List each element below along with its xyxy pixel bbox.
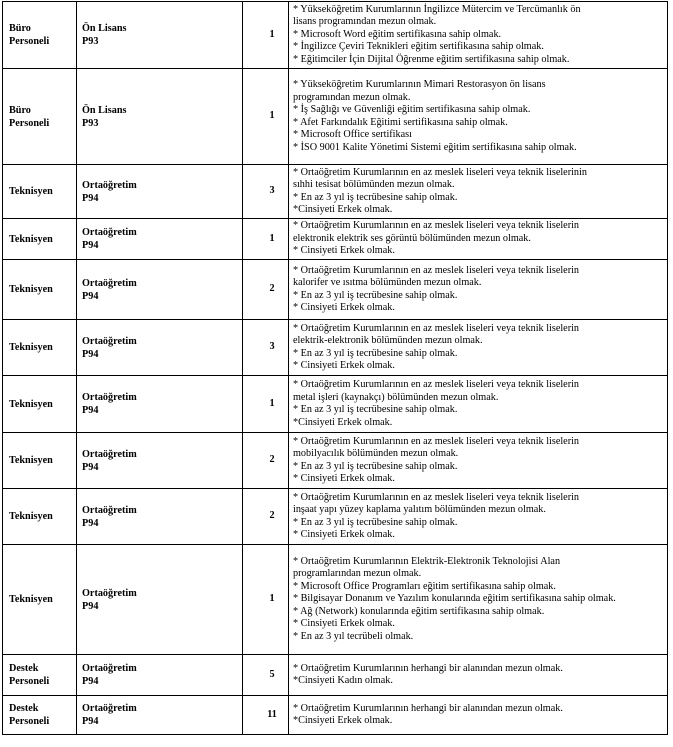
requirements-cell-line: * Cinsiyeti Erkek olmak.	[293, 302, 395, 313]
position-cell-line: Büro	[9, 23, 31, 34]
requirements-cell	[289, 655, 668, 696]
position-cell-line: Teknisyen	[9, 233, 53, 245]
position-cell-line: Personeli	[9, 117, 50, 129]
count-cell: 11	[243, 696, 289, 735]
education-cell-line: Ortaöğretim	[82, 448, 137, 460]
requirements-cell-line: * Cinsiyeti Erkek olmak.	[293, 360, 395, 371]
education-cell-line: P94	[82, 290, 99, 302]
requirements-cell-line: * Yükseköğretim Kurumlarının İngilizce Mütercim ve Tercümanlık ön	[293, 3, 581, 15]
education-cell-line: P94	[82, 348, 99, 360]
requirements-cell-line: * Bilgisayar Donanım ve Yazılım konularında eğitim sertifikasına sahip olmak.	[293, 593, 616, 605]
position-cell	[3, 655, 77, 696]
education-cell	[77, 165, 243, 219]
education-cell-line: P93	[82, 36, 99, 47]
requirements-cell-line: * Cinsiyeti Erkek olmak.	[293, 618, 395, 630]
education-cell-line: P94	[82, 600, 99, 612]
requirements-cell-line: elektrik-elektronik bölümünden mezun olmak.	[293, 335, 483, 346]
education-cell-line: Ortaöğretim	[82, 587, 137, 599]
requirements-cell-line: * Ortaöğretim Kurumlarının en az meslek liseleri veya teknik liselerin	[293, 322, 580, 334]
count-cell: 1	[243, 219, 289, 260]
count-cell: 3	[243, 320, 289, 376]
position-cell-line: Personeli	[9, 676, 50, 687]
position-cell-line: Teknisyen	[9, 186, 53, 197]
position-cell	[3, 219, 77, 260]
position-cell-line: Teknisyen	[9, 594, 53, 605]
table-row	[3, 433, 668, 489]
table-body	[3, 2, 668, 735]
position-cell-line: Destek	[9, 663, 39, 674]
position-cell-line: Teknisyen	[9, 342, 53, 353]
position-cell	[3, 696, 77, 735]
position-cell-line: Büro	[9, 104, 31, 116]
education-cell	[77, 320, 243, 376]
requirements-cell	[289, 260, 668, 320]
requirements-cell-line: * Yükseköğretim Kurumlarının Mimari Restorasyon ön lisans	[293, 79, 546, 90]
count-cell: 3	[243, 165, 289, 219]
education-cell-line: Ortaöğretim	[82, 179, 137, 191]
requirements-cell-line: * Ortaöğretim Kurumlarının Elektrik-Elektronik Teknolojisi Alan	[293, 555, 561, 567]
education-cell	[77, 219, 243, 260]
position-cell	[3, 69, 77, 165]
education-cell-line: Ön Lisans	[82, 23, 127, 34]
requirements-cell-line: * Ortaöğretim Kurumlarının en az meslek liseleri veya teknik liselerinin	[293, 166, 587, 178]
position-cell-line: Teknisyen	[9, 398, 53, 410]
education-cell-line: Ortaöğretim	[82, 504, 137, 516]
education-cell	[77, 2, 243, 69]
count-cell: 1	[243, 2, 289, 69]
position-cell-line: Personeli	[9, 36, 50, 47]
education-cell-line: Ortaöğretim	[82, 392, 137, 403]
table-row	[3, 489, 668, 545]
position-cell-line: Destek	[9, 703, 39, 714]
requirements-cell-line: * Microsoft Office sertifikası	[293, 129, 412, 140]
requirements-cell-line: * Ortaöğretim Kurumlarının en az meslek liseleri veya teknik liselerin	[293, 379, 580, 390]
requirements-cell-line: programlarından mezun olmak.	[293, 568, 422, 580]
table-row	[3, 2, 668, 69]
table-row	[3, 69, 668, 165]
staff-requirements-table	[2, 1, 668, 735]
requirements-cell-line: * Cinsiyeti Erkek olmak.	[293, 245, 395, 257]
count-cell: 5	[243, 655, 289, 696]
requirements-cell-line: * Ortaöğretim Kurumlarının en az meslek liseleri veya teknik liselerin	[293, 220, 580, 232]
education-cell	[77, 260, 243, 320]
table-row	[3, 165, 668, 219]
education-cell	[77, 655, 243, 696]
requirements-cell-line: *Cinsiyeti Erkek olmak.	[293, 204, 393, 215]
count-cell: 1	[243, 376, 289, 433]
education-cell	[77, 696, 243, 735]
requirements-cell-line: elektronik elektrik ses görüntü bölümünden mezun olmak.	[293, 232, 531, 244]
position-cell-line: Personeli	[9, 716, 50, 727]
requirements-cell-line: *Cinsiyeti Erkek olmak.	[293, 416, 393, 428]
requirements-cell-line: * Microsoft Word eğitim sertifikasına sahip olmak.	[293, 28, 502, 40]
education-cell-line: Ortaöğretim	[82, 703, 137, 714]
count-cell: 1	[243, 545, 289, 655]
education-cell-line: P94	[82, 461, 99, 473]
requirements-cell-line: sıhhi tesisat bölümünden mezun olmak.	[293, 179, 455, 190]
requirements-cell	[289, 376, 668, 433]
table-row	[3, 320, 668, 376]
requirements-cell	[289, 545, 668, 655]
requirements-cell	[289, 320, 668, 376]
education-cell	[77, 69, 243, 165]
count-cell: 2	[243, 489, 289, 545]
requirements-cell	[289, 489, 668, 545]
table-row	[3, 219, 668, 260]
requirements-cell-line: * Cinsiyeti Erkek olmak.	[293, 529, 395, 540]
requirements-cell-line: *Cinsiyeti Kadın olmak.	[293, 675, 393, 686]
requirements-cell-line: metal işleri (kaynakçı) bölümünden mezun olmak.	[293, 391, 499, 403]
table-row	[3, 260, 668, 320]
education-cell-line: P94	[82, 517, 99, 529]
education-cell-line: P94	[82, 716, 99, 727]
education-cell-line: P93	[82, 117, 99, 129]
count-cell: 2	[243, 433, 289, 489]
requirements-cell-line: mobilyacılık bölümünden mezun olmak.	[293, 448, 459, 459]
position-cell	[3, 376, 77, 433]
position-cell-line: Teknisyen	[9, 511, 53, 522]
requirements-cell-line: * En az 3 yıl iş tecrübesine sahip olmak.	[293, 460, 458, 472]
requirements-cell-line: * En az 3 yıl iş tecrübesine sahip olmak.	[293, 289, 458, 301]
education-cell-line: P94	[82, 405, 99, 416]
requirements-cell-line: * Microsoft Office Programları eğitim sertifikasına sahip olmak.	[293, 580, 556, 592]
table-row	[3, 696, 668, 735]
count-cell: 2	[243, 260, 289, 320]
document-page	[2, 1, 668, 735]
education-cell	[77, 489, 243, 545]
requirements-cell-line: * Ortaöğretim Kurumlarının herhangi bir alanından mezun olmak.	[293, 702, 563, 714]
education-cell-line: Ortaöğretim	[82, 227, 137, 238]
requirements-cell	[289, 165, 668, 219]
education-cell	[77, 376, 243, 433]
table-row	[3, 655, 668, 696]
position-cell	[3, 320, 77, 376]
position-cell-line: Teknisyen	[9, 455, 53, 466]
position-cell	[3, 545, 77, 655]
table-row	[3, 545, 668, 655]
requirements-cell-line: programından mezun olmak.	[293, 91, 411, 103]
requirements-cell-line: * Ortaöğretim Kurumlarının en az meslek liseleri veya teknik liselerin	[293, 264, 580, 276]
requirements-cell-line: * İSO 9001 Kalite Yönetimi Sistemi eğitim sertifikasına sahip olmak.	[293, 141, 577, 153]
position-cell-line: Teknisyen	[9, 284, 53, 295]
requirements-cell	[289, 69, 668, 165]
requirements-cell-line: * En az 3 yıl iş tecrübesine sahip olmak.	[293, 516, 458, 528]
education-cell-line: P94	[82, 676, 99, 687]
requirements-cell-line: * En az 3 yıl iş tecrübesine sahip olmak.	[293, 404, 458, 415]
education-cell-line: P94	[82, 192, 99, 204]
requirements-cell	[289, 219, 668, 260]
requirements-cell-line: *Cinsiyeti Erkek olmak.	[293, 715, 393, 726]
requirements-cell-line: * Ortaöğretim Kurumlarının herhangi bir alanından mezun olmak.	[293, 662, 563, 674]
requirements-cell	[289, 696, 668, 735]
education-cell-line: Ortaöğretim	[82, 277, 137, 289]
education-cell	[77, 433, 243, 489]
requirements-cell-line: * Ağ (Network) konularında eğitim sertifikasına sahip olmak.	[293, 605, 545, 617]
requirements-cell-line: * İş Sağlığı ve Güvenliği eğitim sertifikasına sahip olmak.	[293, 104, 531, 115]
education-cell-line: P94	[82, 240, 99, 251]
requirements-cell-line: kalorifer ve ısıtma bölümünden mezun olmak.	[293, 277, 482, 288]
position-cell	[3, 260, 77, 320]
position-cell	[3, 165, 77, 219]
requirements-cell-line: * En az 3 yıl iş tecrübesine sahip olmak.	[293, 347, 458, 359]
requirements-cell-line: lisans programından mezun olmak.	[293, 16, 437, 28]
requirements-cell-line: * İngilizce Çeviri Teknikleri eğitim sertifikasına sahip olmak.	[293, 41, 544, 53]
table-row	[3, 376, 668, 433]
education-cell-line: Ortaöğretim	[82, 663, 137, 674]
education-cell	[77, 545, 243, 655]
requirements-cell-line: * Afet Farkındalık Eğitimi sertifikasına sahip olmak.	[293, 116, 508, 128]
count-cell: 1	[243, 69, 289, 165]
requirements-cell-line: * Cinsiyeti Erkek olmak.	[293, 473, 395, 484]
requirements-cell-line: * En az 3 yıl iş tecrübesine sahip olmak.	[293, 191, 458, 203]
requirements-cell-line: inşaat yapı yüzey kaplama yalıtım bölümünden mezun olmak.	[293, 504, 546, 515]
position-cell	[3, 489, 77, 545]
requirements-cell	[289, 2, 668, 69]
education-cell-line: Ön Lisans	[82, 104, 127, 116]
requirements-cell-line: * En az 3 yıl tecrübeli olmak.	[293, 630, 414, 642]
requirements-cell-line: * Ortaöğretim Kurumlarının en az meslek liseleri veya teknik liselerin	[293, 491, 580, 503]
requirements-cell-line: * Eğitimciler İçin Dijital Öğrenme eğitim sertifikasına sahip olmak.	[293, 53, 570, 65]
position-cell	[3, 433, 77, 489]
position-cell	[3, 2, 77, 69]
requirements-cell	[289, 433, 668, 489]
requirements-cell-line: * Ortaöğretim Kurumlarının en az meslek liseleri veya teknik liselerin	[293, 435, 580, 447]
education-cell-line: Ortaöğretim	[82, 335, 137, 347]
